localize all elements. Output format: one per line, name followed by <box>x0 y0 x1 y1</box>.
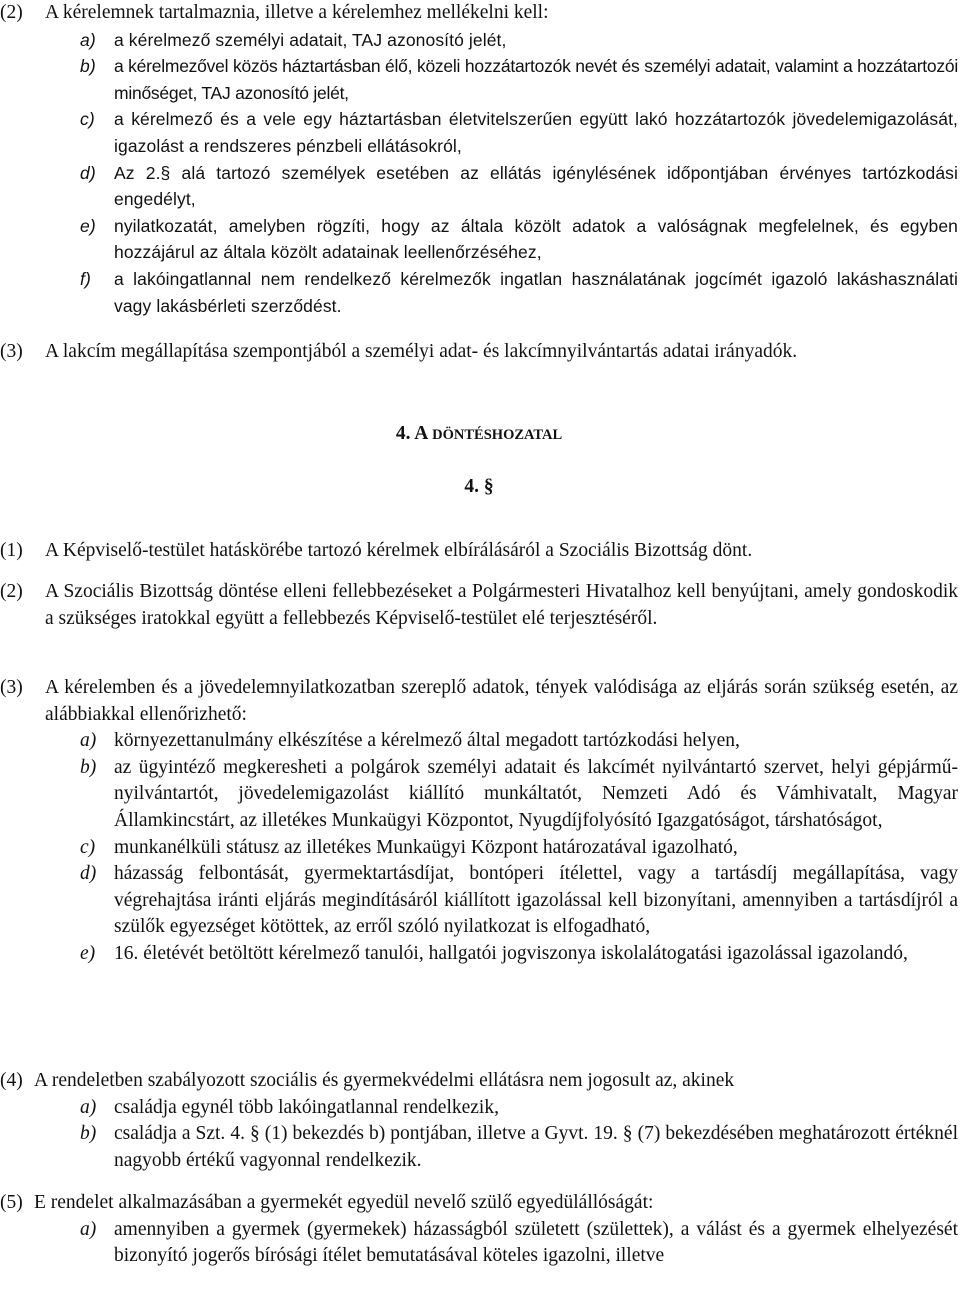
item-letter: a) <box>80 730 97 752</box>
item-text: munkanélküli státusz az illetékes Munkaügyi Központ határozatával igazolható, <box>114 836 738 858</box>
paragraph-number: (3) <box>0 677 23 698</box>
list-item <box>80 1217 958 1270</box>
item-letter: c) <box>80 836 96 858</box>
item-letter: a) <box>80 29 96 50</box>
paragraph-number: (5) <box>0 1192 23 1213</box>
paragraph-sign: 4. § <box>464 476 494 497</box>
paragraph-number: (4) <box>0 1070 23 1091</box>
item-letter: b) <box>80 56 96 77</box>
list-item <box>80 1095 958 1122</box>
item-text: Az 2.§ alá tartozó személyek esetében az ellátás igénylésének időpontjában érvényes tartózkodási engedélyt, <box>114 162 958 210</box>
paragraph-number: (2) <box>0 2 23 23</box>
item-letter: f) <box>80 268 91 289</box>
item-text: nyilatkozatát, amelyben rögzíti, hogy az általa közölt adatok a valóságnak megfelelnek, és egyben hozzájárul az általa közölt adatainak leellenőrzéséhez, <box>114 215 958 263</box>
item-text: amennyiben a gyermek (gyermekek) házasságból született (születtek), a válást és a gyermek elhelyezését bizonyító jogerős bírósági ítélet bemutatásával köteles igazolni, illetve <box>114 1218 958 1267</box>
section-2 <box>0 0 958 319</box>
chapter-heading <box>0 421 958 449</box>
list-item <box>80 755 958 835</box>
item-text: a kérelmező személyi adatait, TAJ azonosító jelét, <box>114 29 507 50</box>
item-letter: a) <box>80 1218 97 1240</box>
decision-4 <box>0 1068 958 1174</box>
item-text: 16. életévét betöltött kérelmező tanulói, hallgatói jogviszonya iskolalátogatási igazolással igazolandó, <box>114 942 908 964</box>
list-item <box>80 728 958 755</box>
decision-1 <box>0 538 958 565</box>
chapter-title: DÖNTÉSHOZATAL <box>432 427 563 443</box>
paragraph-text: A Szociális Bizottság döntése elleni fellebbezéseket a Polgármesteri Hivatalhoz kell benyújtani, amely gondoskodik a szükséges iratokkal együtt a fellebbezés Képviselő-testület elé terjesztéséről. <box>45 581 958 629</box>
paragraph-text: A rendeletben szabályozott szociális és gyermekvédelmi ellátásra nem jogosult az, akinek <box>34 1070 735 1091</box>
item-letter: b) <box>80 1123 97 1145</box>
paragraph-number: (2) <box>0 581 23 602</box>
item-text: a kérelmező és a vele egy háztartásban életvitelszerűen együtt lakó hozzátartozók jövedelemigazolását, igazolást a rendszeres pénzbeli ellátásokról, <box>114 109 958 156</box>
paragraph-text: E rendelet alkalmazásában a gyermekét egyedül nevelő szülő egyedülállóságát: <box>34 1192 654 1213</box>
item-text: házasság felbontását, gyermektartásdíjat, bontóperi ítélettel, vagy a tartásdíj megállapítása, vagy végrehajtása iránti eljárás megindításáról kiállított igazolással kell bizonyítani, amennyiben a tartásdíjról a szülők egyezséget kötöttek, az erről szóló nyilatkozat is elfogadható, <box>114 863 958 938</box>
item-letter: a) <box>80 1096 97 1118</box>
paragraph-text: A kérelemben és a jövedelemnyilatkozatban szereplő adatok, tények valódisága az eljárás során szükség esetén, az alábbiakkal ellenőrizhető: <box>45 677 958 725</box>
list-item <box>80 213 958 266</box>
decision-2 <box>0 579 958 632</box>
section-2-intro-row <box>0 0 958 27</box>
item-letter: c) <box>80 109 95 130</box>
list-item <box>80 160 958 213</box>
item-letter: d) <box>80 863 97 885</box>
list-item <box>80 266 958 319</box>
list-item <box>80 941 958 968</box>
item-letter: e) <box>80 215 96 236</box>
section-3-row <box>0 339 958 366</box>
item-letter: d) <box>80 162 96 183</box>
paragraph-number: (1) <box>0 540 23 561</box>
list-item <box>80 53 958 106</box>
item-letter: b) <box>80 756 97 778</box>
item-text: családja egynél több lakóingatlannal rendelkezik, <box>114 1096 499 1118</box>
list-item <box>80 861 958 941</box>
decision-3 <box>0 675 958 968</box>
list-item <box>80 27 958 54</box>
item-letter: e) <box>80 942 96 964</box>
list-item <box>80 835 958 862</box>
paragraph-number: (3) <box>0 341 23 362</box>
decision-5 <box>0 1190 958 1270</box>
paragraph-text: A kérelemnek tartalmaznia, illetve a kérelemhez mellékelni kell: <box>45 2 549 23</box>
paragraph-text: A Képviselő-testület hatáskörébe tartozó kérelmek elbírálásáról a Szociális Bizottság dönt. <box>45 540 753 561</box>
chapter-number: 4. A <box>395 423 428 444</box>
item-text: családja a Szt. 4. § (1) bekezdés b) pontjában, illetve a Gyvt. 19. § (7) bekezdésében meghatározott értéknél nagyobb értékű vagyonnal rendelkezik. <box>114 1123 958 1171</box>
section-3 <box>0 339 958 366</box>
paragraph-text: A lakcím megállapítása szempontjából a személyi adat- és lakcímnyilvántartás adatai irányadók. <box>45 341 798 362</box>
item-text: a kérelmezővel közös háztartásban élő, közeli hozzátartozók nevét és személyi adatait, valamint a hozzátartozói minőséget, TAJ azonosító jelét, <box>114 56 958 103</box>
list-item <box>80 1121 958 1174</box>
item-text: környezettanulmány elkészítése a kérelmező által megadott tartózkodási helyen, <box>114 730 740 752</box>
list-item <box>80 106 958 159</box>
item-text: a lakóingatlannal nem rendelkező kérelmezők ingatlan használatának jogcímét igazoló lakáshasználati vagy lakásbérleti szerződést. <box>114 268 958 316</box>
item-text: az ügyintéző megkeresheti a polgárok személyi adatait és lakcímét nyilvántartó szervet, helyi gépjármű-nyilvántartót, jövedelemigazolást kiállító munkáltatót, Nemzeti Adó és Vámhivatalt, Magyar Államkincstárt, az illetékes Munkaügyi Központot, Nyugdíjfolyósító Igazgatóságot, társhatóságot, <box>114 756 958 831</box>
